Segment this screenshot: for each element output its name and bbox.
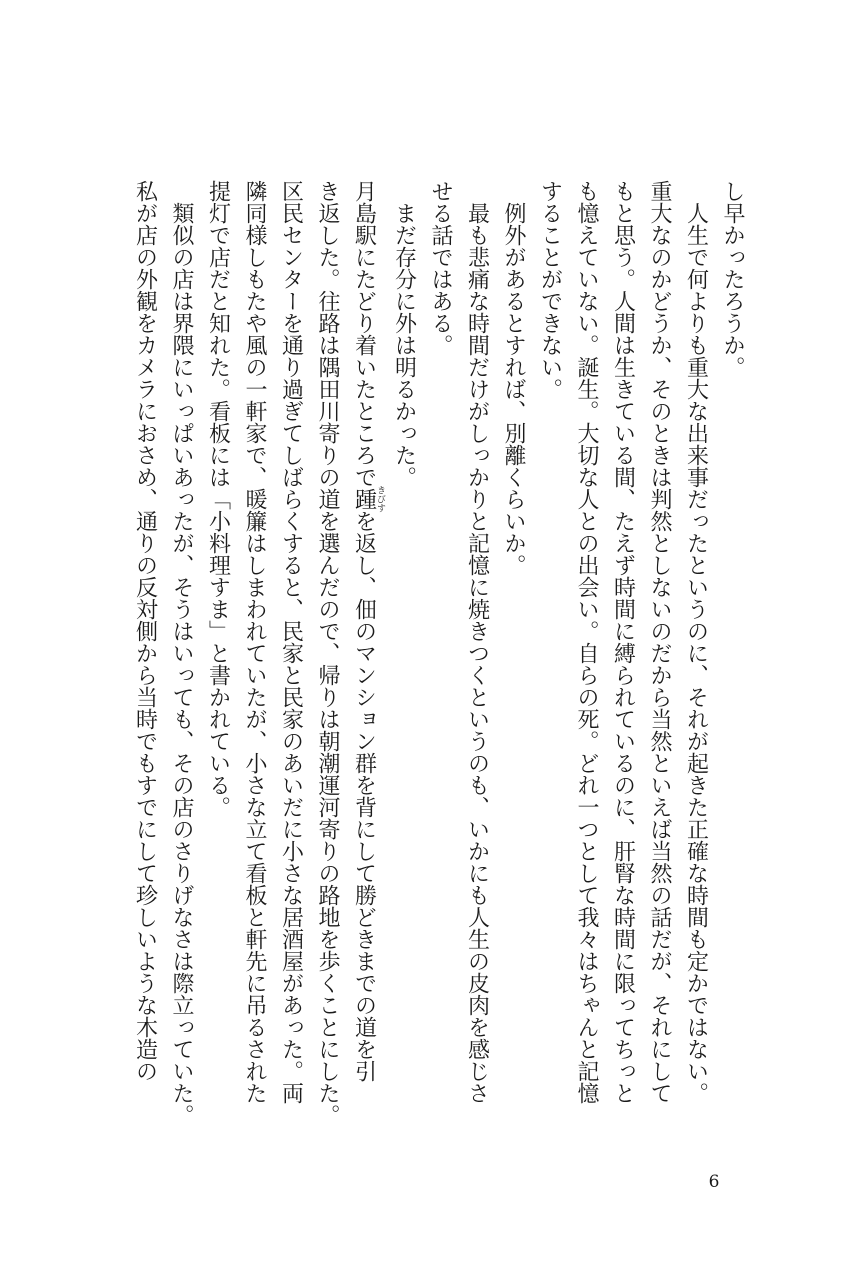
text-line: 隣同様しもたや風の一軒家で、暖簾はしまわれていたが、小さな立て看板と軒先に吊るされた <box>242 180 267 1104</box>
text-segment: 月島駅にたどり着いたところで <box>351 180 377 488</box>
text-line: せる話ではある。 <box>428 180 453 356</box>
ruby-reading: きびす <box>375 485 385 513</box>
text-line: まだ存分に外は明るかった。 <box>391 202 417 488</box>
text-line-with-ruby <box>345 180 385 1140</box>
text-line: も憶えていない。誕生。大切な人との出会い。自らの死。どれ一つとして我々はちゃんと記憶 <box>574 180 599 1104</box>
text-line: 区民センターを通り過ぎてしばらくすると、民家と民家のあいだに小さな居酒屋があった。両 <box>278 180 304 1104</box>
ruby-base: 踵 <box>351 485 377 513</box>
text-line: き返した。往路は隅田川寄りの道を選んだので、帰りは朝潮運河寄りの路地を歩くことにした。 <box>315 180 340 1126</box>
ruby-annotation <box>351 485 385 513</box>
text-segment: を返し、佃のマンション群を背にして勝どきまでの道を引 <box>351 510 377 1082</box>
text-line: 提灯で店だと知れた。看板には「小料理すま」と書かれている。 <box>205 180 231 818</box>
text-line: することができない。 <box>537 180 563 400</box>
text-line: 重大なのかどうか、そのときは判然としないのだから当然といえば当然の話だが、それにして <box>647 180 672 1104</box>
text-line: 最も悲痛な時間だけがしっかりと記憶に焼きつくというのも、いかにも人生の皮肉を感じさ <box>464 202 490 1104</box>
page-number: 6 <box>708 1172 720 1192</box>
text-line: し早かったろうか。 <box>720 180 745 378</box>
text-line: 例外があるとすれば、別離くらいか。 <box>501 202 526 576</box>
text-line: 人生で何よりも重大な出来事だったというのに、それが起きた正確な時間も定かではない。 <box>683 202 709 1104</box>
vertical-text-body <box>126 180 750 1140</box>
text-line: 類似の店は界隈にいっぱいあったが、そうはいっても、その店のさりげなさは際立っていた。 <box>169 202 194 1126</box>
text-line: もと思う。人間は生きている間、たえず時間に縛られているのに、肝腎な時間に限ってちっと <box>610 180 636 1104</box>
text-line: 私が店の外観をカメラにおさめ、通りの反対側から当時でもすでにして珍しいような木造の <box>132 180 158 1082</box>
